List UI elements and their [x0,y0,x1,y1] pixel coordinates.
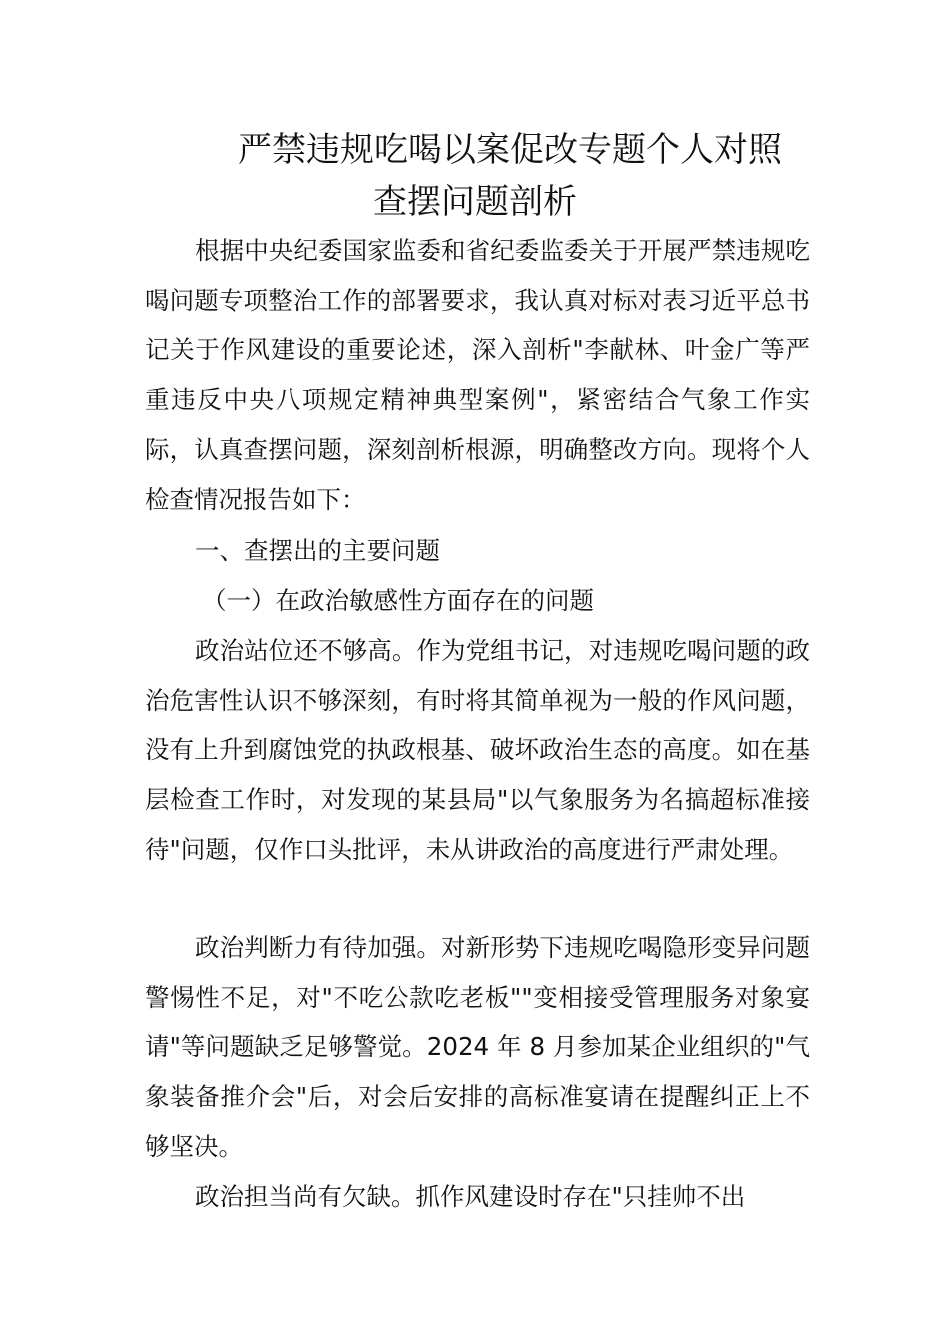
document-title-line2: 查摆问题剖析 [373,182,577,222]
document-title-line1: 严禁违规吃喝以案促改专题个人对照 [238,130,782,170]
body-paragraph-political-stance: 政治站位还不够高。作为党组书记，对违规吃喝问题的政治危害性认识不够深刻，有时将其简单视为一般的作风问题，没有上升到腐蚀党的执政根基、破坏政治生态的高度。如在基层检查工作时，对发现的某县局"以气象服务为名搞超标准接待"问题，仅作口头批评，未从讲政治的高度进行严肃处理。 [145,636,810,864]
section-heading: 一、查摆出的主要问题 [195,536,440,565]
intro-paragraph: 根据中央纪委国家监委和省纪委监委关于开展严禁违规吃喝问题专项整治工作的部署要求，我认真对标对表习近平总书记关于作风建设的重要论述，深入剖析"李献林、叶金广等严重违反中央八项规定精神典型案例"，紧密结合气象工作实际，认真查摆问题，深刻剖析根源，明确整改方向。现将个人检查情况报告如下： [145,236,810,514]
body-paragraph-political-responsibility: 政治担当尚有欠缺。抓作风建设时存在"只挂帅不出 [195,1182,746,1211]
subsection-heading: （一）在政治敏感性方面存在的问题 [202,586,594,615]
body-paragraph-political-judgment: 政治判断力有待加强。对新形势下违规吃喝隐形变异问题警惕性不足，对"不吃公款吃老板""变相接受管理服务对象宴请"等问题缺乏足够警觉。2024 年 8 月参加某企业组织的"气象装备推介会"后，对会后安排的高标准宴请在提醒纠正上不够坚决。 [145,933,810,1161]
